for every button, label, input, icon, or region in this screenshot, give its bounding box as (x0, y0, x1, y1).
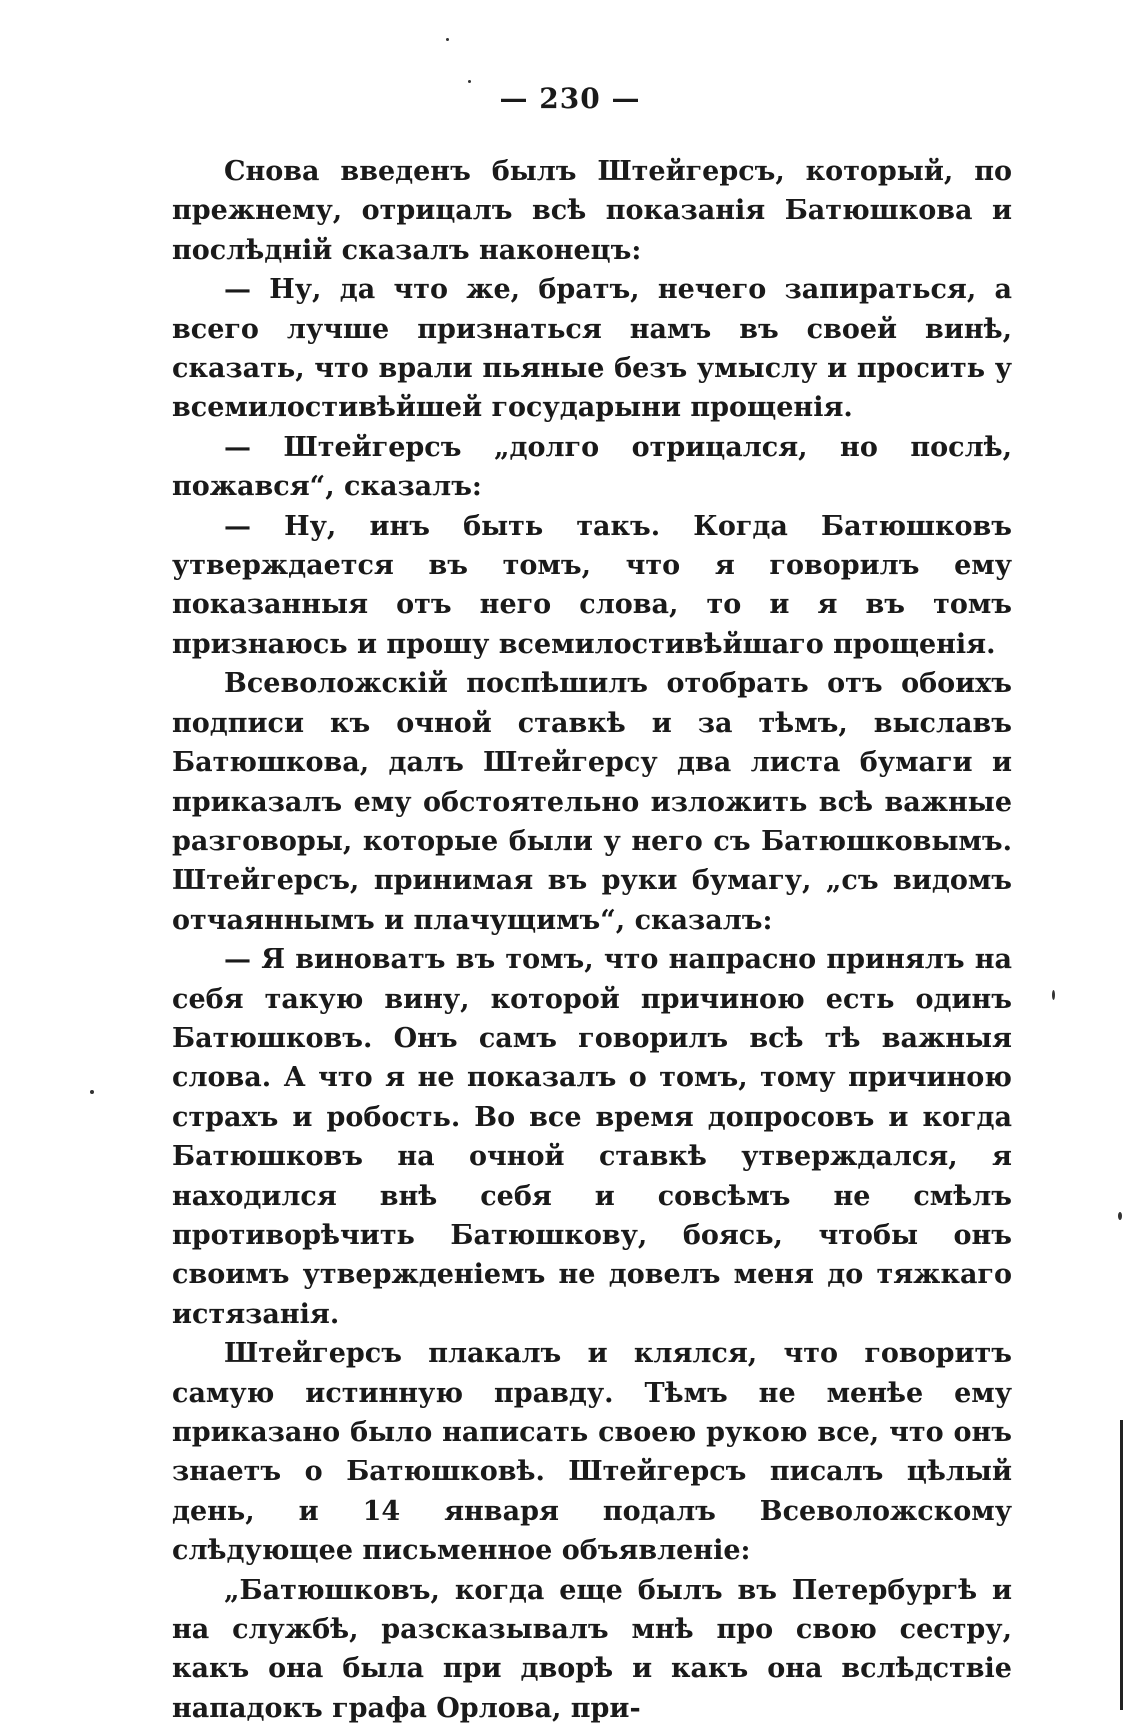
page-number: — 230 — (499, 82, 641, 115)
scan-speck (446, 38, 449, 41)
paragraph: Штейгерсъ плакалъ и клялся, что говоритъ самую истинную правду. Тѣмъ не менѣе ему приказано было написать своею рукою все, что онъ знаетъ о Батюшковѣ. Штейгерсъ писалъ цѣлый день, и 14 января подалъ Всеволожскому слѣдующее письменное объявленіе: (172, 1338, 1012, 1567)
scan-speck (1052, 990, 1055, 1000)
paragraph: — Ну, да что же, братъ, нечего запираться, а всего лучше признаться намъ въ своей винѣ, сказать, что врали пьяные безъ умыслу и просить у всемилостивѣйшей государыни прощенія. (172, 274, 1012, 424)
scan-speck (468, 80, 471, 83)
paragraph: — Ну, инъ быть такъ. Когда Батюшковъ утверждается въ томъ, что я говорилъ ему показанныя отъ него слова, то и я въ томъ признаюсь и прошу всемилостивѣйшаго прощенія. (172, 510, 1012, 660)
paragraph: — Я виноватъ въ томъ, что напрасно принялъ на себя такую вину, которой причиною есть одинъ Батюшковъ. Онъ самъ говорилъ всѣ тѣ важныя слова. А что я не показалъ о томъ, тому причиною страхъ и робость. Во все время допросовъ и когда Батюшковъ на очной ставкѣ утверждался, я находился внѣ себя и совсѣмъ не смѣлъ противорѣчить Батюшкову, боясь, чтобы онъ своимъ утвержденіемъ не довелъ меня до тяжкаго истязанія. (172, 944, 1012, 1330)
paragraph: Всеволожскій поспѣшилъ отобрать отъ обоихъ подписи къ очной ставкѣ и за тѣмъ, выславъ Батюшкова, далъ Штейгерсу два листа бумаги и приказалъ ему обстоятельно изложить всѣ важные разговоры, которые были у него съ Батюшковымъ. Штейгерсъ, принимая въ руки бумагу, „съ видомъ отчаяннымъ и плачущимъ“, сказалъ: (172, 668, 1012, 936)
body-text (172, 152, 1012, 1728)
scan-speck (1118, 1212, 1122, 1220)
scan-speck (90, 1090, 94, 1094)
paragraph: — Штейгерсъ „долго отрицался, но послѣ, пожався“, сказалъ: (172, 431, 1012, 503)
scan-edge-line (1120, 1420, 1123, 1710)
paragraph: „Батюшковъ, когда еще былъ въ Петербургѣ и на службѣ, разсказывалъ мнѣ про свою сестру, какъ она была при дворѣ и какъ она вслѣдствіе нападокъ графа Орлова, при- (172, 1574, 1012, 1724)
paragraph: Снова введенъ былъ Штейгерсъ, который, по прежнему, отрицалъ всѣ показанія Батюшкова и послѣдній сказалъ наконецъ: (172, 156, 1012, 266)
